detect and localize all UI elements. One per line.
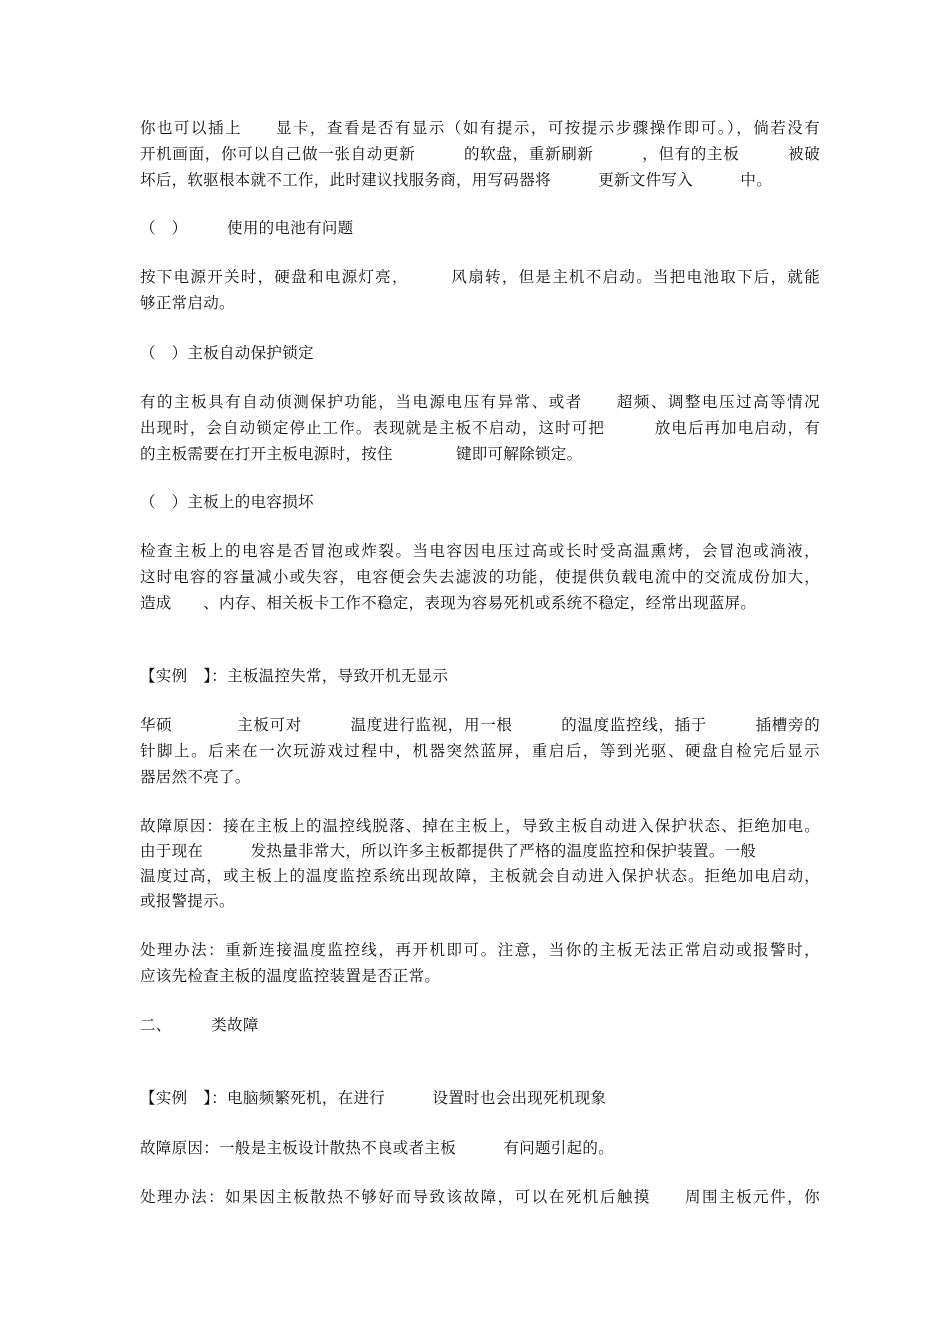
section-heading: （ ）主板自动保护锁定 (140, 344, 314, 362)
paragraph-line: 这时电容的容量减小或失容，电容便会失去滤波的功能，使提供负载电流中的交流成份加大， (140, 568, 820, 586)
paragraph-line: 故障原因：一般是主板设计散热不良或者主板 有问题引起的。 (140, 1139, 615, 1157)
paragraph-line: 造成 、内存、相关板卡工作不稳定，表现为容易死机或系统不稳定，经常出现蓝屏。 (140, 594, 757, 612)
paragraph-line: 检查主板上的电容是否冒泡或炸裂。当电容因电压过高或长时受高温熏烤，会冒泡或淌液， (140, 542, 820, 560)
paragraph-line: 的主板需要在打开主板电源时，按住 键即可解除锁定。 (140, 445, 583, 463)
paragraph-line: 够正常启动。 (140, 294, 235, 312)
example-heading: 【实例 】：主板温控失常，导致开机无显示 (140, 667, 449, 685)
paragraph-line: 或报警提示。 (140, 892, 235, 910)
paragraph-line: 按下电源开关时，硬盘和电源灯亮， 风扇转，但是主机不启动。当把电池取下后，就能 (140, 268, 820, 286)
section-heading: （ ）主板上的电容损坏 (140, 493, 314, 511)
paragraph-line: 华硕 主板可对 温度进行监视，用一根 的温度监控线，插于 插槽旁的 (140, 716, 820, 734)
paragraph-line: 温度过高，或主板上的温度监控系统出现故障，主板就会自动进入保护状态。拒绝加电启动， (140, 867, 820, 885)
paragraph-line: 器居然不亮了。 (140, 768, 251, 786)
paragraph-line: 处理办法：重新连接温度监控线，再开机即可。注意，当你的主板无法正常启动或报警时， (140, 941, 820, 959)
paragraph-line: 故障原因：接在主板上的温控线脱落、掉在主板上，导致主板自动进入保护状态、拒绝加电。 (140, 817, 820, 835)
paragraph-line: 针脚上。后来在一次玩游戏过程中，机器突然蓝屏，重启后，等到光驱、硬盘自检完后显示 (140, 742, 820, 760)
paragraph-line: 由于现在 发热量非常大，所以许多主板都提供了严格的温度监控和保护装置。一般 (140, 842, 757, 860)
paragraph-line: 坏后，软驱根本就不工作，此时建议找服务商，用写码器将 更新文件写入 中。 (140, 171, 773, 189)
chapter-heading: 二、 类故障 (140, 1016, 259, 1034)
paragraph-line: 开机画面，你可以自己做一张自动更新 的软盘，重新刷新 ，但有的主板 被破 (140, 145, 820, 163)
example-heading: 【实例 】：电脑频繁死机，在进行 设置时也会出现死机现象 (140, 1089, 607, 1107)
paragraph-line: 有的主板具有自动侦测保护功能，当电源电压有异常、或者 超频、调整电压过高等情况 (140, 393, 820, 411)
paragraph-line: 你也可以插上 显卡，查看是否有显示（如有提示，可按提示步骤操作即可。），倘若没有 (140, 119, 820, 137)
section-heading: （ ） 使用的电池有问题 (140, 219, 354, 237)
paragraph-line: 应该先检查主板的温度监控装置是否正常。 (140, 967, 441, 985)
paragraph-line: 处理办法：如果因主板散热不够好而导致该故障，可以在死机后触摸 周围主板元件，你 (140, 1188, 820, 1206)
paragraph-line: 出现时，会自动锁定停止工作。表现就是主板不启动，这时可把 放电后再加电启动，有 (140, 419, 820, 437)
